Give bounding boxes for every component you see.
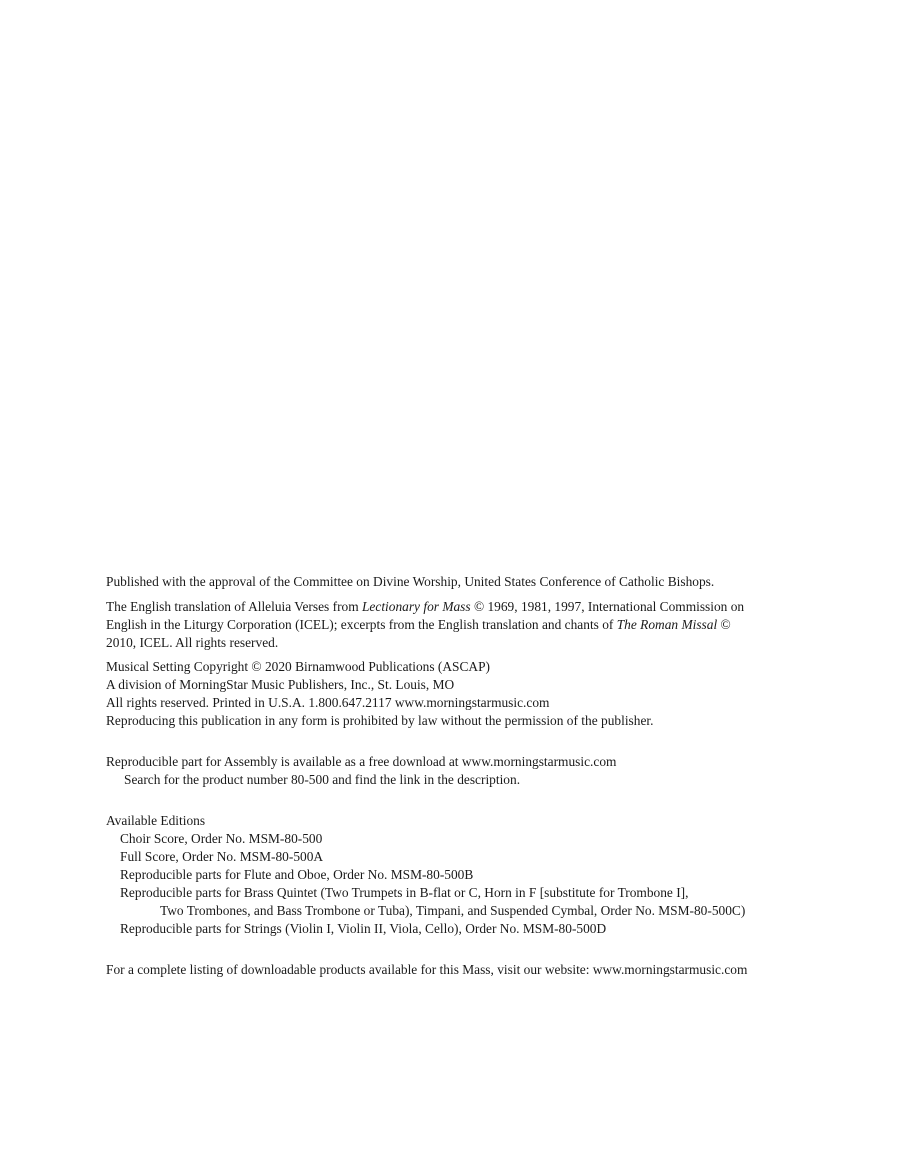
translation-notice [106,598,826,652]
lectionary-title: Lectionary for Mass [361,599,471,614]
edition-item: Full Score, Order No. MSM-80-500A [120,849,324,864]
approval-notice [106,573,826,591]
edition-item: Choir Score, Order No. MSM-80-500 [120,831,323,846]
copyright-line: Reproducing this publication in any form is prohibited by law without the permission of the publisher. [106,713,654,728]
downloads-listing-notice [106,961,826,979]
translation-text: © 1969, 1981, 1997, International Commission on [470,599,745,614]
reproducible-line: Reproducible part for Assembly is available as a free download at www.morningstarmusic.com [106,754,617,769]
copyright-line: Musical Setting Copyright © 2020 Birnamwood Publications (ASCAP) [106,659,490,674]
copyright-line: A division of MorningStar Music Publishers, Inc., St. Louis, MO [106,677,455,692]
reproducible-search-line: Search for the product number 80-500 and find the link in the description. [124,772,521,787]
copyright-notice [106,658,826,730]
missal-title: The Roman Missal [616,617,718,632]
listing-text: For a complete listing of downloadable products available for this Mass, visit our website: www.morningstarmusic.com [106,962,748,977]
translation-line-2 [106,616,826,634]
approval-text: Published with the approval of the Committee on Divine Worship, United States Conference of Catholic Bishops. [106,574,715,589]
translation-line-1 [106,598,826,616]
translation-line-3: 2010, ICEL. All rights reserved. [106,635,279,650]
translation-text: © [717,617,731,632]
edition-item: Reproducible parts for Strings (Violin I, Violin II, Viola, Cello), Order No. MSM-80-500D [120,921,607,936]
reproducible-part-notice [106,753,826,789]
edition-item: Reproducible parts for Flute and Oboe, Order No. MSM-80-500B [120,867,474,882]
editions-heading: Available Editions [106,813,206,828]
copyright-line: All rights reserved. Printed in U.S.A. 1.800.647.2117 www.morningstarmusic.com [106,695,550,710]
edition-item-continued: Two Trombones, and Bass Trombone or Tuba), Timpani, and Suspended Cymbal, Order No. MSM-80-500C) [160,903,746,918]
available-editions [106,812,826,938]
translation-text: The English translation of Alleluia Verses from [106,599,362,614]
edition-item: Reproducible parts for Brass Quintet (Two Trumpets in B-flat or C, Horn in F [substitute for Trombone I], [120,885,689,900]
translation-text: English in the Liturgy Corporation (ICEL); excerpts from the English translation and chants of [106,617,617,632]
